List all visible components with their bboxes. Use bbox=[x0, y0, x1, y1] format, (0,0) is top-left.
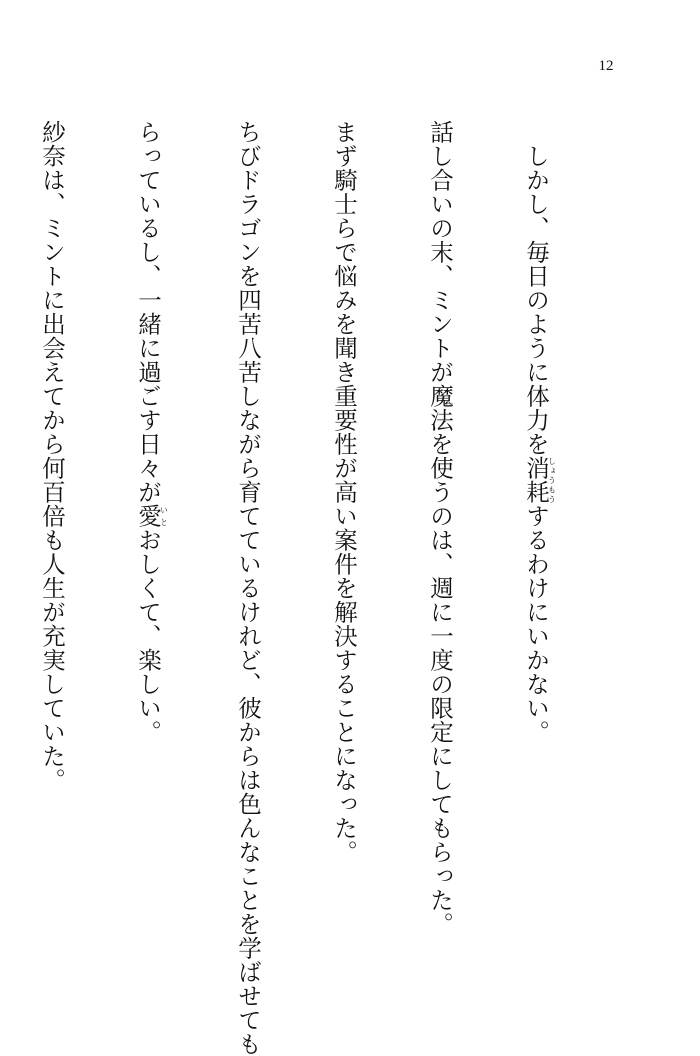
ruby-annotation bbox=[522, 455, 557, 504]
paragraph: 紗奈は、ミントに出会えてから何百倍も人生が充実していた。 bbox=[38, 120, 66, 792]
ruby-base: 愛 bbox=[134, 504, 162, 528]
ruby-text: いと bbox=[159, 504, 169, 528]
text-run: するわけにいかない。 bbox=[522, 503, 550, 744]
text-run: しかし、毎日のように体力を bbox=[522, 143, 550, 456]
vertical-text-body bbox=[0, 120, 620, 1056]
paragraph: ちびドラゴンを四苦八苦しながら育てているけれど、彼からは色んなことを学ばせても bbox=[234, 120, 262, 1056]
paragraph: 話し合いの末、ミントが魔法を使うのは、週に一度の限定にしてもらった。 bbox=[426, 120, 454, 936]
text-run: おしくて、楽しい。 bbox=[134, 528, 162, 744]
paragraph: まず騎士らで悩みを聞き重要性が高い案件を解決することになった。 bbox=[330, 120, 358, 864]
paragraph bbox=[520, 120, 556, 940]
paragraph bbox=[132, 120, 168, 940]
text-run: らっているし、一緒に過ごす日々が bbox=[134, 120, 162, 504]
page-number: 12 bbox=[598, 58, 614, 74]
ruby-base: 消耗 bbox=[522, 455, 550, 504]
ruby-text: しょうもう bbox=[547, 455, 557, 504]
ruby-annotation bbox=[134, 504, 169, 528]
